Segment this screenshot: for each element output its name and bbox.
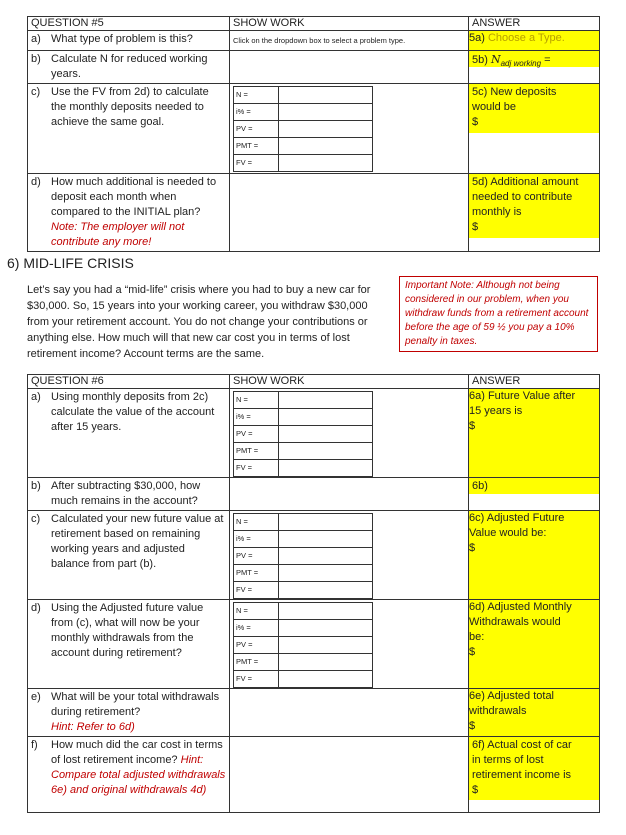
q6c-work-area (230, 511, 469, 600)
tvm-label-i: i% = (234, 531, 279, 548)
tvm-label-n: N = (234, 514, 279, 531)
q6d-answer-line: be: (469, 631, 485, 643)
q6e-answer-line: 6e) Adjusted total (469, 690, 555, 702)
q5c-answer-cell (469, 84, 600, 174)
q5c-work-area (230, 84, 469, 174)
tvm-label-i: i% = (234, 409, 279, 426)
q6d-answer-dollar: $ (469, 646, 476, 658)
q5d-letter: d) (31, 176, 41, 188)
q5d-answer-line: needed to contribute (472, 191, 573, 203)
q6b-answer-cell (469, 478, 600, 511)
q5d-hint: Note: The employer will not contribute any more! (51, 221, 185, 248)
tvm-label-fv: FV = (234, 155, 279, 172)
q6-header-work: SHOW WORK (230, 375, 469, 389)
tvm-input-fv[interactable] (279, 582, 373, 599)
tvm-label-pmt: PMT = (234, 565, 279, 582)
question-5-table (27, 16, 600, 252)
q6d-question: Using the Adjusted future value from (c), what will now be your monthly withdrawals from the account during retirement? (51, 602, 204, 659)
q6a-answer-line: 6a) Future Value after (469, 390, 576, 402)
q6c-answer-dollar: $ (469, 542, 476, 554)
q5a-answer-cell (469, 31, 600, 51)
q6b-letter: b) (31, 480, 41, 492)
q6f-answer-dollar: $ (472, 784, 479, 796)
q6f-question: How much did the car cost in terms of lost retirement income? (51, 739, 223, 766)
question-6-table (27, 374, 600, 813)
section-6-title: 6) MID-LIFE CRISIS (7, 255, 134, 271)
tvm-input-i[interactable] (279, 620, 373, 637)
q6d-answer-line: 6d) Adjusted Monthly (469, 601, 572, 613)
q6f-hint: Hint: Compare total adjusted withdrawals 6e) and original withdrawals 4d) (51, 754, 226, 796)
tvm-input-i[interactable] (279, 409, 373, 426)
tvm-input-pv[interactable] (279, 637, 373, 654)
q5-header-answer: ANSWER (469, 17, 600, 31)
q5a-question: What type of problem is this? (51, 33, 193, 45)
q6f-answer-line: retirement income is (472, 769, 572, 781)
tvm-input-n[interactable] (279, 87, 373, 104)
q5c-answer-line: would be (472, 101, 517, 113)
q6e-hint: Hint: Refer to 6d) (51, 721, 135, 733)
tvm-input-n[interactable] (279, 392, 373, 409)
tvm-label-i: i% = (234, 620, 279, 637)
tvm-label-n: N = (234, 87, 279, 104)
tvm-input-fv[interactable] (279, 671, 373, 688)
q5a-work-instruction: Click on the dropdown box to select a problem type. (233, 36, 406, 45)
q5b-formula-n: N (490, 53, 501, 66)
tvm-input-pmt[interactable] (279, 138, 373, 155)
tvm-input-pmt[interactable] (279, 443, 373, 460)
tvm-input-i[interactable] (279, 104, 373, 121)
tvm-input-pv[interactable] (279, 426, 373, 443)
q6a-tvm-grid (233, 391, 373, 477)
q5c-letter: c) (31, 86, 41, 98)
tvm-input-fv[interactable] (279, 155, 373, 172)
q6c-answer-cell (469, 511, 600, 600)
q6c-answer-line: 6c) Adjusted Future (469, 512, 565, 524)
q6f-answer-cell (469, 737, 600, 813)
q6f-answer-line: in terms of lost (472, 754, 544, 766)
tvm-input-i[interactable] (279, 531, 373, 548)
tvm-label-pv: PV = (234, 548, 279, 565)
q5a-answer-label: 5a) (469, 32, 485, 44)
q6f-answer-line: 6f) Actual cost of car (472, 739, 572, 751)
tvm-label-fv: FV = (234, 460, 279, 477)
q5b-answer-label: 5b) (472, 54, 488, 66)
tvm-label-n: N = (234, 392, 279, 409)
q6e-answer-line: withdrawals (469, 705, 527, 717)
q5c-question: Use the FV from 2d) to calculate the monthly deposits needed to achieve the same goal. (51, 86, 209, 128)
q6a-work-area (230, 389, 469, 478)
tvm-label-n: N = (234, 603, 279, 620)
q5c-answer-line: 5c) New deposits (472, 86, 557, 98)
tvm-label-i: i% = (234, 104, 279, 121)
tvm-input-pmt[interactable] (279, 654, 373, 671)
q6c-question: Calculated your new future value at retirement based on remaining working years and adjusted balance from part (b). (51, 513, 224, 570)
q6a-answer-dollar: $ (469, 420, 476, 432)
q6d-answer-line: Withdrawals would (469, 616, 561, 628)
q6d-tvm-grid (233, 602, 373, 688)
q6d-work-area (230, 600, 469, 689)
q6-header-answer: ANSWER (469, 375, 600, 389)
tvm-label-fv: FV = (234, 671, 279, 688)
tvm-input-fv[interactable] (279, 460, 373, 477)
tvm-label-fv: FV = (234, 582, 279, 599)
q6a-letter: a) (31, 391, 41, 403)
tvm-label-pv: PV = (234, 426, 279, 443)
q5b-letter: b) (31, 53, 41, 65)
tvm-label-pv: PV = (234, 637, 279, 654)
q5c-tvm-grid (233, 86, 373, 172)
tvm-label-pmt: PMT = (234, 138, 279, 155)
q6b-answer-line: 6b) (469, 478, 599, 494)
q6d-letter: d) (31, 602, 41, 614)
q5b-formula-subscript: adj working (500, 59, 542, 69)
q5d-answer-line: 5d) Additional amount (472, 176, 579, 188)
q5-header-question: QUESTION #5 (28, 17, 230, 31)
q6a-answer-cell (469, 389, 600, 478)
q5b-work-area[interactable] (230, 51, 469, 84)
q6c-letter: c) (31, 513, 41, 525)
q6e-letter: e) (31, 691, 41, 703)
tvm-input-n[interactable] (279, 603, 373, 620)
q5c-answer-dollar: $ (472, 116, 479, 128)
q5b-formula-equals: = (544, 54, 551, 66)
problem-type-dropdown[interactable]: Choose a Type. (487, 32, 565, 44)
q5d-answer-dollar: $ (472, 221, 479, 233)
tvm-input-pv[interactable] (279, 548, 373, 565)
q6d-answer-cell (469, 600, 600, 689)
q6f-letter: f) (31, 739, 38, 751)
penalty-note: Important Note: Although not being considered in our problem, when you withdraw funds from a retirement account before the age of 59 ½ you pay a 10% penalty in taxes. (399, 276, 598, 352)
q6e-answer-dollar: $ (469, 720, 476, 732)
q6e-answer-cell (469, 689, 600, 737)
q5d-answer-cell (469, 174, 600, 252)
q6e-work-area[interactable] (230, 689, 469, 737)
tvm-label-pmt: PMT = (234, 443, 279, 460)
q5a-letter: a) (31, 33, 41, 45)
q6-header-question: QUESTION #6 (28, 375, 230, 389)
tvm-input-pmt[interactable] (279, 565, 373, 582)
q5b-answer-cell (469, 51, 600, 84)
q6c-answer-line: Value would be: (469, 527, 547, 539)
q6c-tvm-grid (233, 513, 373, 599)
q6b-work-area[interactable] (230, 478, 469, 511)
q5d-answer-line: monthly is (472, 206, 522, 218)
tvm-label-pmt: PMT = (234, 654, 279, 671)
tvm-input-n[interactable] (279, 514, 373, 531)
q6a-question: Using monthly deposits from 2c) calculate the value of the account after 15 years. (51, 391, 215, 433)
q6b-question: After subtracting $30,000, how much remains in the account? (51, 480, 201, 507)
tvm-label-pv: PV = (234, 121, 279, 138)
q5d-work-area[interactable] (230, 174, 469, 252)
tvm-input-pv[interactable] (279, 121, 373, 138)
q6a-answer-line: 15 years is (469, 405, 523, 417)
q5-header-work: SHOW WORK (230, 17, 469, 31)
q6f-work-area[interactable] (230, 737, 469, 813)
section-6-scenario: Let’s say you had a “mid-life” crisis where you had to buy a new car for $30,000. So, 15 years into your working career, you withdraw $30,000 from your retirement account. You do not change your contributions or anything else. How much will that new car cost you in terms of lost retirement income? Account terms are the same. (27, 284, 371, 360)
q5b-question: Calculate N for reduced working years. (51, 53, 208, 80)
q6e-question: What will be your total withdrawals during retirement? (51, 691, 220, 718)
q5d-question: How much additional is needed to deposit each month when compared to the INITIAL plan? (51, 176, 217, 218)
